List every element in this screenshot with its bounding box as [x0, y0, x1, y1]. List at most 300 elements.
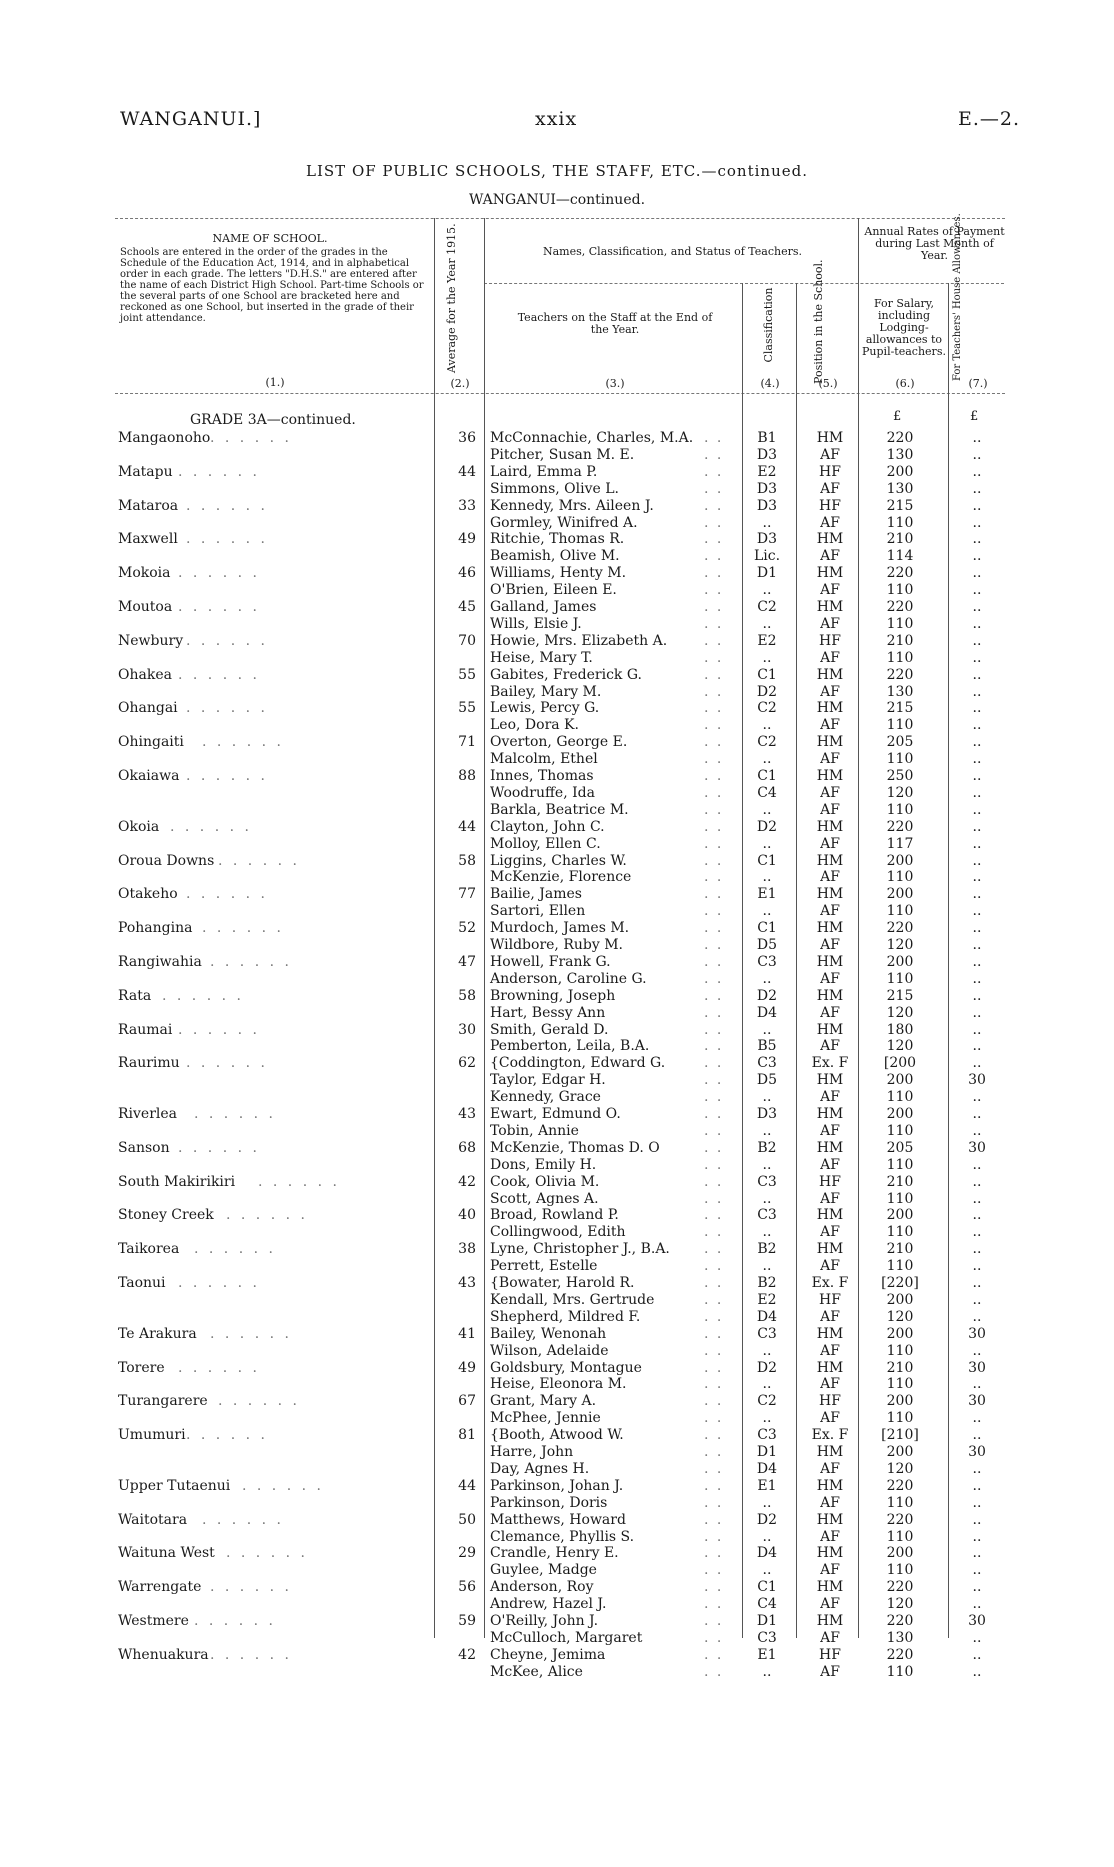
classification: C4: [757, 1596, 777, 1613]
salary: 220: [886, 599, 914, 615]
leader-dots: . .: [704, 1663, 724, 1680]
position: HM: [816, 1139, 844, 1156]
teacher-name: Day, Agnes H.: [490, 1460, 590, 1477]
teacher-name: Clemance, Phyllis S.: [490, 1528, 635, 1545]
teacher-name: Wildbore, Ruby M.: [490, 937, 623, 953]
teacher-name: Wills, Elsie J.: [490, 615, 582, 632]
classification: ..: [762, 835, 772, 852]
position: HM: [816, 852, 844, 869]
house-allowance: ..: [972, 835, 982, 852]
teacher-name: O'Reilly, John J.: [490, 1613, 599, 1629]
table-row: [0, 464, 1114, 481]
leader-dots: . .: [704, 599, 724, 615]
classification: D4: [756, 1308, 778, 1325]
leader-dots: . . . . . .: [218, 852, 300, 869]
position: AF: [820, 683, 840, 700]
table-row: [0, 1038, 1114, 1055]
leader-dots: . .: [704, 920, 724, 937]
teacher-name: Wilson, Adelaide: [490, 1342, 609, 1359]
classification: ..: [762, 1190, 772, 1207]
table-row: [0, 1393, 1114, 1410]
classification: C3: [757, 1207, 777, 1224]
classification: C3: [757, 1427, 777, 1444]
classification: B5: [757, 1038, 777, 1055]
table-row: [0, 1123, 1114, 1140]
house-allowance: ..: [972, 886, 982, 903]
house-allowance: ..: [972, 768, 982, 784]
teacher-name: {Bowater, Harold R.: [490, 1275, 635, 1291]
col7-header: For Teachers' House Allowances.: [952, 213, 963, 381]
salary: 200: [886, 1444, 914, 1460]
school-name: Okaiawa: [118, 768, 180, 784]
classification: ..: [762, 615, 772, 632]
leader-dots: . . . . . .: [186, 700, 268, 717]
table-row: [0, 1410, 1114, 1427]
teacher-name: Dons, Emily H.: [490, 1156, 597, 1173]
position: AF: [820, 1376, 840, 1393]
table-row: [0, 1647, 1114, 1664]
position: HM: [816, 1613, 844, 1629]
leader-dots: . . . . . .: [186, 1427, 268, 1444]
house-allowance: ..: [972, 1055, 982, 1072]
leader-dots: . . . . . .: [178, 463, 260, 480]
house-allowance: ..: [972, 801, 982, 818]
salary: 180: [886, 1021, 914, 1038]
leader-dots: . .: [704, 1460, 724, 1477]
house-allowance: 30: [968, 1072, 986, 1089]
house-allowance: ..: [972, 1173, 982, 1190]
house-allowance: ..: [972, 649, 982, 666]
house-allowance: ..: [972, 751, 982, 768]
leader-dots: . . . . . .: [178, 1359, 260, 1376]
position: AF: [820, 1004, 840, 1021]
table-row: [0, 1241, 1114, 1258]
school-name: Maxwell: [118, 531, 178, 548]
teacher-name: Simmons, Olive L.: [490, 480, 619, 497]
house-allowance: 30: [968, 1393, 986, 1410]
position: HF: [819, 1646, 841, 1663]
teacher-name: Bailie, James: [490, 886, 582, 903]
table-row: [0, 1157, 1114, 1174]
house-allowance: ..: [972, 1562, 982, 1579]
teacher-name: Andrew, Hazel J.: [490, 1596, 607, 1613]
table-row: [0, 1072, 1114, 1089]
salary: 205: [886, 1139, 914, 1156]
salary: [200: [883, 1055, 917, 1072]
position: HF: [819, 1291, 841, 1308]
col6-number: (6.): [895, 377, 915, 390]
house-allowance: ..: [972, 784, 982, 801]
leader-dots: . . . . . .: [178, 666, 260, 683]
teacher-name: Goldsbury, Montague: [490, 1359, 642, 1376]
table-row: [0, 1664, 1114, 1681]
table-row: [0, 1055, 1114, 1072]
classification: D2: [756, 987, 778, 1004]
teacher-name: Matthews, Howard: [490, 1511, 626, 1528]
salary: 110: [886, 1528, 914, 1545]
position: HM: [816, 1072, 844, 1089]
position: HM: [816, 1545, 844, 1562]
leader-dots: . .: [704, 886, 724, 903]
school-name: Matapu: [118, 463, 173, 480]
teacher-name: Anderson, Roy: [490, 1579, 594, 1596]
average-attendance: 49: [458, 531, 476, 548]
house-allowance: ..: [972, 1376, 982, 1393]
salary: 200: [886, 1072, 914, 1089]
house-allowance: ..: [972, 937, 982, 953]
salary: 110: [886, 903, 914, 920]
table-row: [0, 819, 1114, 836]
classification: ..: [762, 1342, 772, 1359]
leader-dots: . .: [704, 1511, 724, 1528]
position: HF: [819, 1173, 841, 1190]
school-name: Ohakea: [118, 666, 172, 683]
position: HM: [816, 920, 844, 937]
position: HF: [819, 1393, 841, 1410]
table-row: [0, 785, 1114, 802]
salary: 200: [886, 953, 914, 970]
leader-dots: . .: [704, 734, 724, 751]
teacher-name: Bailey, Wenonah: [490, 1325, 607, 1342]
table-row: [0, 1089, 1114, 1106]
teacher-name: Innes, Thomas: [490, 768, 594, 784]
leader-dots: . .: [704, 446, 724, 463]
leader-dots: . .: [704, 1038, 724, 1055]
leader-dots: . .: [704, 514, 724, 531]
teacher-name: {Booth, Atwood W.: [490, 1427, 624, 1444]
salary: 210: [886, 632, 914, 649]
salary: 130: [886, 446, 914, 463]
classification: ..: [762, 582, 772, 599]
position: AF: [820, 548, 840, 565]
salary: 215: [886, 987, 914, 1004]
classification: Lic.: [753, 548, 781, 565]
average-attendance: 33: [458, 497, 476, 514]
house-allowance: ..: [972, 1545, 982, 1562]
table-row: [0, 1579, 1114, 1596]
school-name: Turangarere: [118, 1393, 208, 1410]
leader-dots: . .: [704, 1106, 724, 1122]
school-name: Riverlea: [118, 1106, 178, 1122]
leader-dots: . . . . . .: [186, 1055, 268, 1072]
leader-dots: . .: [704, 1596, 724, 1613]
col5-header: Position in the School.: [812, 259, 825, 384]
table-header-rule: [115, 393, 1005, 394]
school-name: Torere: [118, 1359, 165, 1376]
salary: 110: [886, 1494, 914, 1511]
leader-dots: . .: [704, 582, 724, 599]
teacher-name: Kendall, Mrs. Gertrude: [490, 1291, 655, 1308]
position: AF: [820, 1410, 840, 1427]
salary: 120: [886, 937, 914, 953]
leader-dots: . .: [704, 565, 724, 582]
teacher-name: Pemberton, Leila, B.A.: [490, 1038, 650, 1055]
table-row: [0, 1191, 1114, 1208]
leader-dots: . .: [704, 1173, 724, 1190]
school-name: Te Arakura: [118, 1325, 197, 1342]
average-attendance: 62: [458, 1055, 476, 1072]
table-row: [0, 1545, 1114, 1562]
house-allowance: ..: [972, 1156, 982, 1173]
leader-dots: . . . . . .: [202, 920, 284, 937]
average-attendance: 52: [458, 920, 476, 937]
teacher-name: Broad, Rowland P.: [490, 1207, 619, 1224]
position: AF: [820, 1038, 840, 1055]
average-attendance: 56: [458, 1579, 476, 1596]
leader-dots: . .: [704, 1004, 724, 1021]
table-row: [0, 1444, 1114, 1461]
teacher-name: Lewis, Percy G.: [490, 700, 600, 717]
position: AF: [820, 970, 840, 987]
classification: D1: [756, 1444, 778, 1460]
classification: B2: [757, 1139, 777, 1156]
house-allowance: ..: [972, 599, 982, 615]
leader-dots: . .: [704, 497, 724, 514]
position: AF: [820, 937, 840, 953]
leader-dots: . .: [704, 480, 724, 497]
salary: 200: [886, 852, 914, 869]
leader-dots: . . . . . .: [210, 1325, 292, 1342]
position: AF: [820, 835, 840, 852]
classification: D5: [756, 1072, 778, 1089]
classification: B2: [757, 1241, 777, 1258]
teacher-name: Beamish, Olive M.: [490, 548, 620, 565]
position: AF: [820, 751, 840, 768]
table-row: [0, 1360, 1114, 1377]
school-name: Newbury: [118, 632, 184, 649]
average-attendance: 58: [458, 987, 476, 1004]
school-name: Ohingaiti: [118, 734, 184, 751]
teacher-name: {Coddington, Edward G.: [490, 1055, 666, 1072]
leader-dots: . .: [704, 1089, 724, 1106]
salary: 215: [886, 700, 914, 717]
col1-number: (1.): [265, 376, 285, 389]
salary: 220: [886, 666, 914, 683]
leader-dots: . .: [704, 1325, 724, 1342]
leader-dots: . . . . . .: [210, 1579, 292, 1596]
position: AF: [820, 1663, 840, 1680]
table-row: [0, 1461, 1114, 1478]
teacher-name: Harre, John: [490, 1444, 574, 1460]
classification: D2: [756, 1511, 778, 1528]
leader-dots: . . . . . .: [258, 1173, 340, 1190]
average-attendance: 44: [458, 818, 476, 835]
classification: D5: [756, 937, 778, 953]
school-name: South Makirikiri: [118, 1173, 236, 1190]
leader-dots: . . . . . .: [162, 987, 244, 1004]
teacher-name: Gabites, Frederick G.: [490, 666, 642, 683]
classification: ..: [762, 751, 772, 768]
school-name: Waituna West: [118, 1545, 215, 1562]
house-allowance: ..: [972, 480, 982, 497]
classification: D1: [756, 1613, 778, 1629]
teacher-name: Shepherd, Mildred F.: [490, 1308, 641, 1325]
leader-dots: . .: [704, 818, 724, 835]
teacher-name: Clayton, John C.: [490, 818, 605, 835]
house-allowance: ..: [972, 1629, 982, 1646]
leader-dots: . . . . . .: [202, 1511, 284, 1528]
school-name: Otakeho: [118, 886, 178, 903]
classification: ..: [762, 970, 772, 987]
table-row: [0, 1512, 1114, 1529]
classification: ..: [762, 1122, 772, 1139]
teacher-name: Gormley, Winifred A.: [490, 514, 638, 531]
leader-dots: . .: [704, 1629, 724, 1646]
house-allowance: ..: [972, 1646, 982, 1663]
house-allowance: ..: [972, 953, 982, 970]
school-name: Waitotara: [118, 1511, 188, 1528]
classification: D3: [756, 446, 778, 463]
teacher-name: Taylor, Edgar H.: [490, 1072, 606, 1089]
school-name: Pohangina: [118, 920, 193, 937]
teacher-name: Cook, Olivia M.: [490, 1173, 600, 1190]
school-name: Stoney Creek: [118, 1207, 214, 1224]
table-row: [0, 886, 1114, 903]
position: AF: [820, 869, 840, 886]
salary: 110: [886, 649, 914, 666]
average-attendance: 55: [458, 666, 476, 683]
leader-dots: . . . . . .: [218, 1393, 300, 1410]
leader-dots: . .: [704, 768, 724, 784]
leader-dots: . .: [704, 1545, 724, 1562]
school-name: Raumai: [118, 1021, 173, 1038]
average-attendance: 41: [458, 1325, 476, 1342]
salary: 110: [886, 1410, 914, 1427]
position: HM: [816, 1579, 844, 1596]
classification: C1: [757, 768, 777, 784]
average-attendance: 44: [458, 1477, 476, 1494]
position: AF: [820, 1308, 840, 1325]
position: HM: [816, 430, 844, 446]
leader-dots: . . . . . .: [202, 734, 284, 751]
classification: C1: [757, 920, 777, 937]
salary: 200: [886, 1325, 914, 1342]
position: HF: [819, 497, 841, 514]
salary: 110: [886, 751, 914, 768]
salary: 220: [886, 818, 914, 835]
school-name: Warrengate: [118, 1579, 202, 1596]
position: HM: [816, 1106, 844, 1122]
house-allowance: ..: [972, 1207, 982, 1224]
leader-dots: . .: [704, 1393, 724, 1410]
teacher-name: Scott, Agnes A.: [490, 1190, 599, 1207]
teacher-name: Laird, Emma P.: [490, 463, 598, 480]
position: HM: [816, 734, 844, 751]
leader-dots: . . . . . .: [226, 1207, 308, 1224]
table-row: [0, 498, 1114, 515]
classification: D2: [756, 683, 778, 700]
leader-dots: . . . . . .: [186, 531, 268, 548]
col3-header: Teachers on the Staff at the End of the Year.: [517, 311, 713, 336]
leader-dots: . .: [704, 1241, 724, 1258]
position: AF: [820, 1342, 840, 1359]
salary: 117: [886, 835, 914, 852]
position: AF: [820, 717, 840, 734]
position: AF: [820, 446, 840, 463]
house-allowance: ..: [972, 683, 982, 700]
page-subtitle: WANGANUI—continued.: [468, 192, 646, 208]
salary: 114: [886, 548, 914, 565]
school-name: Umumuri: [118, 1427, 186, 1444]
average-attendance: 49: [458, 1359, 476, 1376]
leader-dots: . .: [704, 1122, 724, 1139]
house-allowance: ..: [972, 1241, 982, 1258]
house-allowance: ..: [972, 852, 982, 869]
table-row: [0, 1529, 1114, 1546]
salary: 110: [886, 1156, 914, 1173]
salary: 110: [886, 1562, 914, 1579]
leader-dots: . .: [704, 801, 724, 818]
leader-dots: . .: [704, 1308, 724, 1325]
leader-dots: . .: [704, 1359, 724, 1376]
leader-dots: . .: [704, 852, 724, 869]
classification: C3: [757, 1325, 777, 1342]
house-allowance: ..: [972, 1528, 982, 1545]
col2-header: Average for the Year 1915.: [445, 223, 458, 373]
house-allowance: ..: [972, 1224, 982, 1241]
classification: E1: [757, 886, 777, 903]
school-name: Rata: [118, 987, 152, 1004]
table-row: [0, 565, 1114, 582]
leader-dots: . .: [704, 632, 724, 649]
position: HM: [816, 700, 844, 717]
teacher-name: Howell, Frank G.: [490, 953, 611, 970]
classification: C3: [757, 1173, 777, 1190]
classification: ..: [762, 1021, 772, 1038]
teacher-name: Anderson, Caroline G.: [490, 970, 647, 987]
salary: 220: [886, 1477, 914, 1494]
position: HM: [816, 666, 844, 683]
house-allowance: ..: [972, 1342, 982, 1359]
position: AF: [820, 1122, 840, 1139]
teacher-name: Howie, Mrs. Elizabeth A.: [490, 632, 668, 649]
table-row: [0, 768, 1114, 785]
position: HM: [816, 599, 844, 615]
position: HM: [816, 1207, 844, 1224]
house-allowance: ..: [972, 1596, 982, 1613]
leader-dots: . .: [704, 1207, 724, 1224]
leader-dots: . . . . . .: [194, 1241, 276, 1258]
running-header-right: E.—2.: [958, 108, 1021, 130]
teacher-name: Williams, Henty M.: [490, 565, 627, 582]
salary: 200: [886, 886, 914, 903]
salary: 110: [886, 1376, 914, 1393]
classification: B2: [757, 1275, 777, 1291]
salary: 110: [886, 514, 914, 531]
school-name: Moutoa: [118, 599, 173, 615]
teacher-name: Cheyne, Jemima: [490, 1646, 606, 1663]
teacher-name: Heise, Eleonora M.: [490, 1376, 627, 1393]
leader-dots: . . . . . .: [186, 886, 268, 903]
teacher-name: Guylee, Madge: [490, 1562, 597, 1579]
leader-dots: . .: [704, 1156, 724, 1173]
position: HM: [816, 1511, 844, 1528]
teacher-name: Heise, Mary T.: [490, 649, 593, 666]
classification: D4: [756, 1460, 778, 1477]
salary: 220: [886, 920, 914, 937]
salary: 110: [886, 717, 914, 734]
col5-number: (5.): [818, 377, 838, 390]
salary: 200: [886, 1207, 914, 1224]
leader-dots: . .: [704, 683, 724, 700]
house-allowance: ..: [972, 1089, 982, 1106]
table-row: [0, 1326, 1114, 1343]
position: AF: [820, 480, 840, 497]
house-allowance: ..: [972, 1663, 982, 1680]
classification: C2: [757, 734, 777, 751]
salary: 220: [886, 430, 914, 446]
classification: B1: [757, 430, 777, 446]
